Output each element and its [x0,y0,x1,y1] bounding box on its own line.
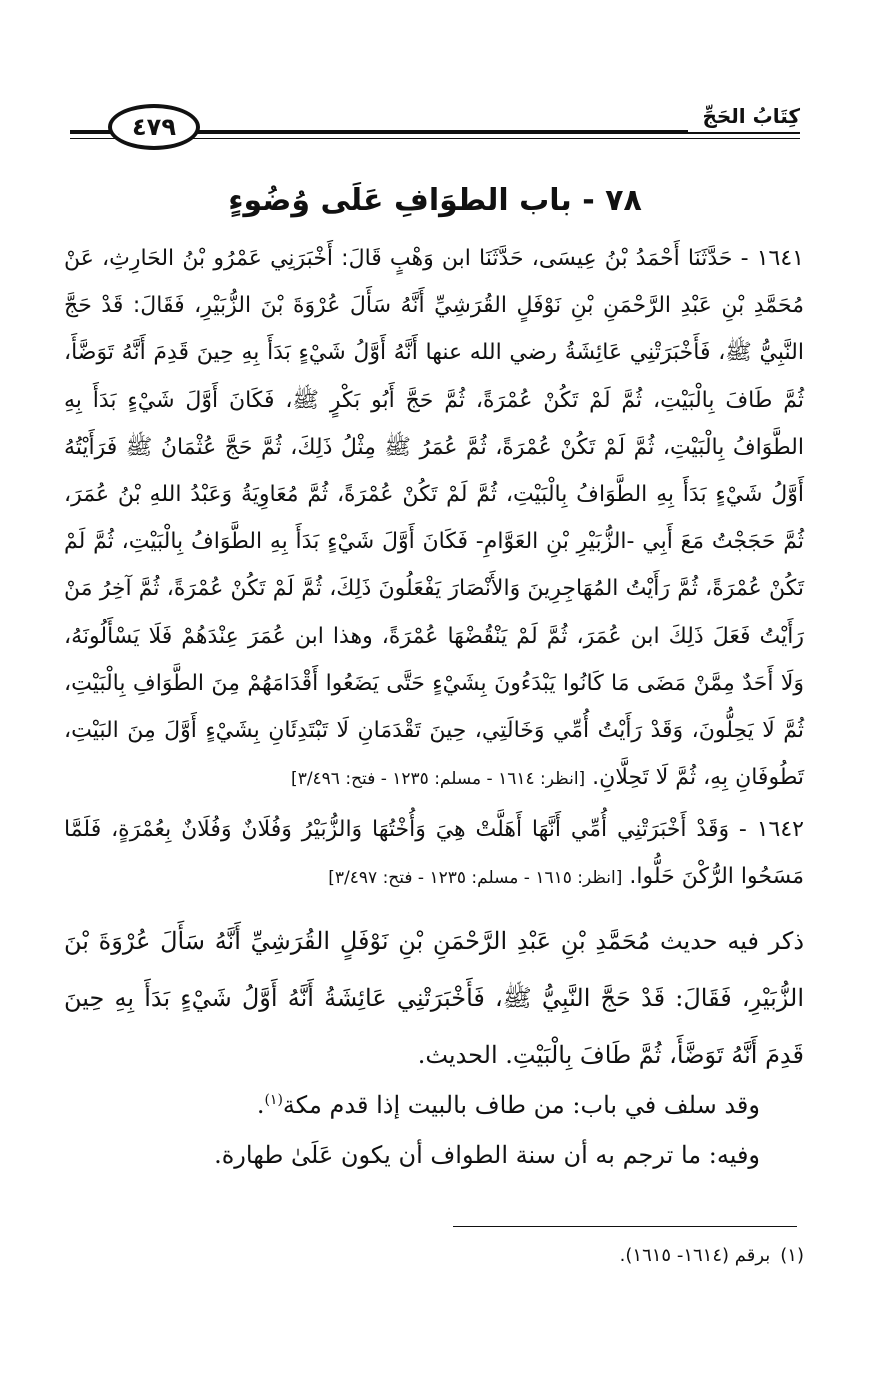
hadith-reference: [انظر: ١٦١٤ - مسلم: ١٢٣٥ - فتح: ٣/٤٩٦] [291,769,586,790]
hadith-reference: [انظر: ١٦١٥ - مسلم: ١٢٣٥ - فتح: ٣/٤٩٧] [328,868,623,889]
running-header [70,100,800,158]
footnote-separator [453,1226,797,1227]
hadith-1642 [64,806,804,902]
hadith-text: ١٦٤٢ - وَقَدْ أَخْبَرَتْنِي أُمِّي أَنَّهَا أَهَلَّتْ هِيَ وَأُخْتُهَا وَالزُّبَيْرُ وَفُلَانٌ وَفُلَانٌ بِعُمْرَةٍ، فَلَمَّا مَسَحُوا الرُّكْنَ حَلُّوا. [64,817,804,890]
commentary-paragraph: وفيه: ما ترجم به أن سنة الطواف أن يكون عَلَىٰ طهارة. [214,1141,760,1169]
commentary-text: وقد سلف في باب: من طاف بالبيت إذا قدم مكة [282,1091,760,1119]
footnote-reference: (١) [264,1092,283,1108]
commentary-paragraph: ذكر فيه حديث مُحَمَّدِ بْنِ عَبْدِ الرَّحْمَنِ بْنِ نَوْفَلٍ القُرَشِيِّ أَنَّهُ سَأَلَ عُرْوَةَ بْنَ الزُّبَيْرِ، فَقَالَ: قَدْ حَجَّ النَّبِيُّ ﷺ، فَأَخْبَرَتْنِي عَائِشَةُ أَنَّهُ أَوَّلُ شَيْءٍ بَدَأَ بِهِ حِينَ قَدِمَ أَنَّهُ تَوَضَّأَ، ثُمَّ طَافَ بِالْبَيْتِ. الحديث. [64,927,805,1069]
commentary-period: . [256,1091,265,1119]
book-title: كِتَابُ الحَجِّ [688,100,800,132]
footnote [64,1242,804,1270]
hadith-1641 [64,235,804,803]
page-number: ٤٧٩ [108,104,200,150]
footnote-text: برقم (١٦١٤- ١٦١٥). [619,1245,771,1266]
hadith-text: ١٦٤١ - حَدَّثَنَا أَحْمَدُ بْنُ عِيسَى، حَدَّثَنَا ابن وَهْبٍ قَالَ: أَخْبَرَنِي عَمْرُو بْنُ الحَارِثِ، عَنْ مُحَمَّدِ بْنِ عَبْدِ الرَّحْمَنِ بْنِ نَوْفَلٍ القُرَشِيِّ أَنَّهُ سَأَلَ عُرْوَةَ بْنَ الزُّبَيْرِ، فَقَالَ: قَدْ حَجَّ النَّبِيُّ ﷺ، فَأَخْبَرَتْنِي عَائِشَةُ رضي الله عنها أَنَّهُ أَوَّلُ شَيْءٍ بَدَأَ بِهِ حِينَ قَدِمَ أَنَّهُ تَوَضَّأَ، ثُمَّ طَافَ بِالْبَيْتِ، ثُمَّ لَمْ تَكُنْ عُمْرَةً، ثُمَّ حَجَّ أَبُو بَكْرٍ ﷺ، فَكَانَ أَوَّلَ شَيْءٍ بَدَأَ بِهِ الطَّوَافُ بِالْبَيْتِ، ثُمَّ لَمْ تَكُنْ عُمْرَةً، ثُمَّ عُمَرُ ﷺ مِثْلُ ذَلِكَ، ثُمَّ حَجَّ عُثْمَانُ ﷺ فَرَأَيْتُهُ أَوَّلُ شَيْءٍ بَدَأَ بِهِ الطَّوَافُ بِالْبَيْتِ، ثُمَّ لَمْ تَكُنْ عُمْرَةً، ثُمَّ مُعَاوِيَةُ وَعَبْدُ اللهِ بْنُ عُمَرَ، ثُمَّ حَجَجْتُ مَعَ أَبِي -الزُّبَيْرِ بْنِ العَوَّامِ- فَكَانَ أَوَّلَ شَيْءٍ بَدَأَ بِهِ الطَّوَافُ بِالْبَيْتِ، ثُمَّ لَمْ تَكُنْ عُمْرَةً، ثُمَّ رَأَيْتُ المُهَاجِرِينَ وَالأَنْصَارَ يَفْعَلُونَ ذَلِكَ، ثُمَّ لَمْ تَكُنْ عُمْرَةً، ثُمَّ آخِرُ مَنْ رَأَيْتُ فَعَلَ ذَلِكَ ابن عُمَرَ، ثُمَّ لَمْ يَنْقُضْهَا عُمْرَةً، وهذا ابن عُمَرَ عِنْدَهُمْ فَلَا يَسْأَلُونَهُ، وَلَا أَحَدٌ مِمَّنْ مَضَى مَا كَانُوا يَبْدَءُونَ بِشَيْءٍ حَتَّى يَضَعُوا أَقْدَامَهُمْ مِنَ الطَّوَافِ بِالْبَيْتِ، ثُمَّ لَا يَحِلُّونَ، وَقَدْ رَأَيْتُ أُمِّي وَخَالَتِي، حِينَ تَقْدَمَانِ لَا تَبْتَدِئَانِ بِشَيْءٍ أَوَّلَ مِنَ البَيْتِ، تَطُوفَانِ بِهِ، ثُمَّ لَا تَحِلَّانِ. [64,246,804,791]
chapter-heading: ٧٨ - باب الطوَافِ عَلَى وُضُوءٍ [228,183,642,218]
footnote-marker: (١) [780,1245,804,1266]
commentary-paragraph [64,1080,804,1130]
